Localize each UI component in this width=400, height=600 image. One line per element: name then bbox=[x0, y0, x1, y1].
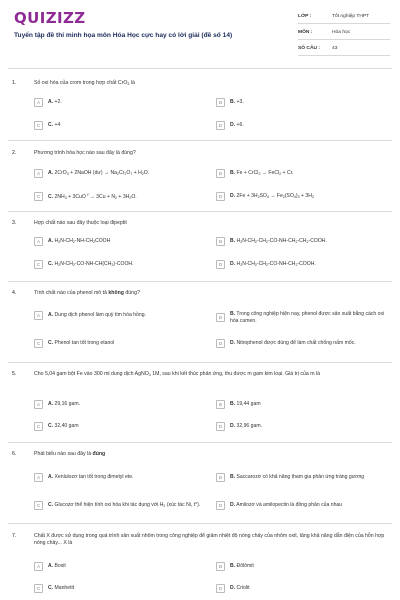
worksheet-title: Tuyển tập đề thi minh họa môn Hóa Học cực hay có lời giải (đề số 14) bbox=[14, 32, 233, 39]
question-text: Phát biểu nào sau đây là đúng bbox=[34, 451, 106, 457]
option-text: B. Đôlômit bbox=[230, 563, 254, 570]
option-b[interactable] bbox=[216, 562, 386, 571]
question-text: Phương trình hóa học nào sau đây là đúng? bbox=[34, 150, 136, 156]
option-d[interactable] bbox=[216, 260, 386, 269]
option-c[interactable] bbox=[34, 192, 210, 202]
option-text: A. +2. bbox=[48, 99, 62, 106]
option-letter-box[interactable]: A bbox=[34, 237, 43, 246]
option-letter-box[interactable]: D bbox=[216, 584, 225, 593]
option-text: A. Xenlulozơ tan tốt trong đimetyl ete. bbox=[48, 474, 134, 481]
option-d[interactable] bbox=[216, 339, 386, 348]
option-letter-box[interactable]: B bbox=[216, 313, 225, 322]
option-letter-box[interactable]: B bbox=[216, 237, 225, 246]
option-b[interactable] bbox=[216, 473, 386, 482]
option-text: A. 29,16 gam. bbox=[48, 401, 80, 408]
option-letter-box[interactable]: D bbox=[216, 339, 225, 348]
option-c[interactable] bbox=[34, 501, 210, 510]
option-text: D. 32,96 gam. bbox=[230, 423, 262, 430]
option-a[interactable] bbox=[34, 400, 210, 409]
option-text: C. $H_2N-CH_2-CO-NH-CH(CH_3)$-COOH. bbox=[48, 260, 134, 267]
question-text: Chất X được sử dụng trong quá trình sản xuất nhôm trong công nghiệp để giảm nhiệt độ nóng chảy của nhôm oxit, tăng khả năng dẫn điện của hỗn hợp nóng chảy... X là bbox=[34, 533, 385, 546]
question-number: 4. bbox=[12, 290, 17, 296]
option-text: C. Manhetit bbox=[48, 585, 75, 592]
question-number: 2. bbox=[12, 150, 17, 156]
option-text: D. Amilozơ và amilopectin là đồng phân của nhau bbox=[230, 502, 343, 509]
option-c[interactable] bbox=[34, 584, 210, 593]
option-a[interactable] bbox=[34, 169, 210, 178]
option-letter-box[interactable]: A bbox=[34, 400, 43, 409]
option-d[interactable] bbox=[216, 121, 386, 130]
question-divider bbox=[8, 523, 392, 524]
option-letter-box[interactable]: C bbox=[34, 260, 43, 269]
option-text: B. $H_2N-CH_2-CH_2-CO-NH-CH_2-CH_2$-COOH. bbox=[230, 237, 327, 244]
question-divider bbox=[8, 211, 392, 212]
option-a[interactable] bbox=[34, 562, 210, 571]
option-d[interactable] bbox=[216, 422, 386, 431]
meta-divider bbox=[298, 55, 390, 56]
option-letter-box[interactable]: C bbox=[34, 339, 43, 348]
option-text: D. Nitrophenol được dùng để làm chất chống nấm mốc. bbox=[230, 340, 356, 347]
option-text: B. +3. bbox=[230, 99, 244, 106]
option-c[interactable] bbox=[34, 260, 210, 269]
option-text: C. +4 bbox=[48, 122, 61, 129]
option-text: C. Glucozơ thể hiện tính oxi hóa khi tác dụng với $H_2$ (xúc tác Ni, t°). bbox=[48, 501, 201, 508]
option-letter-box[interactable]: A bbox=[34, 169, 43, 178]
option-text: B. Saccarozơ có khả năng tham gia phản ứng tráng gương bbox=[230, 474, 365, 481]
option-text: C. $2NH_3 + 3CuO$ $^{t^\circ}\to 3Cu + N_2 + 3H_2O$. bbox=[48, 193, 137, 200]
option-letter-box[interactable]: A bbox=[34, 473, 43, 482]
option-text: C. Phenol tan tốt trong etanol bbox=[48, 340, 115, 347]
question-divider bbox=[8, 362, 392, 363]
option-letter-box[interactable]: D bbox=[216, 260, 225, 269]
option-c[interactable] bbox=[34, 121, 210, 130]
option-letter-box[interactable]: C bbox=[34, 501, 43, 510]
option-letter-box[interactable]: D bbox=[216, 501, 225, 510]
option-d[interactable] bbox=[216, 584, 386, 593]
question-divider bbox=[8, 281, 392, 282]
question-text: Số oxi hóa của crom trong hợp chất CrO$_3$ là bbox=[34, 80, 135, 86]
option-letter-box[interactable]: B bbox=[216, 473, 225, 482]
option-b[interactable] bbox=[216, 98, 386, 107]
meta-value: 43 bbox=[332, 46, 338, 51]
meta-value: Tốt nghiệp THPT bbox=[332, 14, 370, 19]
meta-key: SỐ CÂU : bbox=[298, 46, 321, 51]
question-divider bbox=[8, 140, 392, 141]
header-divider bbox=[8, 68, 392, 69]
option-text: D. $H_2N-CH_2-CH_2-CO-NH-CH_2$-COOH. bbox=[230, 260, 316, 267]
question-number: 1. bbox=[12, 80, 17, 86]
question-divider bbox=[8, 442, 392, 443]
meta-key: MÔN : bbox=[298, 30, 313, 35]
option-letter-box[interactable]: C bbox=[34, 584, 43, 593]
option-letter-box[interactable]: A bbox=[34, 98, 43, 107]
option-text: B. 19,44 gam bbox=[230, 401, 261, 408]
option-letter-box[interactable]: B bbox=[216, 562, 225, 571]
option-text: B. Trong công nghiệp hiện nay, phenol được sản xuất bằng cách oxi hóa cumen. bbox=[230, 311, 385, 324]
option-letter-box[interactable]: A bbox=[34, 562, 43, 571]
option-d[interactable] bbox=[216, 501, 386, 510]
meta-key: LỚP : bbox=[298, 14, 312, 19]
question-text: Tính chất nào của phenol mô tả không đúng? bbox=[34, 290, 140, 296]
option-a[interactable] bbox=[34, 473, 210, 482]
option-letter-box[interactable]: B bbox=[216, 400, 225, 409]
meta-count bbox=[298, 46, 337, 51]
meta-divider bbox=[298, 39, 390, 40]
question-text: Hợp chất nào sau đây thuộc loại đipeptit bbox=[34, 220, 127, 226]
option-letter-box[interactable]: B bbox=[216, 98, 225, 107]
quizizz-logo: QUIZIZZ bbox=[14, 9, 86, 27]
option-a[interactable] bbox=[34, 311, 210, 320]
option-text: A. 2CrO$_3$ + 2NaOH (dư) → $Na_2Cr_2O_7 + H_2O$. bbox=[48, 169, 150, 176]
option-letter-box[interactable]: C bbox=[34, 121, 43, 130]
option-letter-box[interactable]: D bbox=[216, 121, 225, 130]
option-text: A. Boxit bbox=[48, 563, 66, 570]
option-text: D. +6. bbox=[230, 122, 244, 129]
option-letter-box[interactable]: D bbox=[216, 192, 225, 201]
option-text: B. Fe + CrCl$_2$ → FeCl$_2$ + Cr. bbox=[230, 169, 294, 176]
option-b[interactable] bbox=[216, 237, 386, 246]
option-b[interactable] bbox=[216, 400, 386, 409]
question-text: Cho 5,04 gam bột Fe vào 300 ml dung dịch AgNO$_3$ 1M, sau khi kết thúc phản ứng, thu được m gam kim loại. Giá trị của m là bbox=[34, 371, 320, 377]
meta-subject bbox=[298, 30, 350, 35]
option-text: D. $2Fe + 3H_2SO_4 \to Fe_2(SO_4)_3 + 3H_2$ bbox=[230, 192, 314, 199]
option-a[interactable] bbox=[34, 237, 210, 246]
option-letter-box[interactable]: D bbox=[216, 422, 225, 431]
option-letter-box[interactable]: B bbox=[216, 169, 225, 178]
option-letter-box[interactable]: A bbox=[34, 311, 43, 320]
meta-class bbox=[298, 14, 369, 19]
option-a[interactable] bbox=[34, 98, 210, 107]
option-text: D. Criolit bbox=[230, 585, 250, 592]
question-number: 5. bbox=[12, 371, 17, 377]
option-d[interactable] bbox=[216, 192, 386, 201]
option-text: C. 32,40 gam bbox=[48, 423, 79, 430]
option-b[interactable] bbox=[216, 169, 386, 178]
meta-divider bbox=[298, 23, 390, 24]
question-number: 7. bbox=[12, 533, 17, 539]
option-c[interactable] bbox=[34, 339, 210, 348]
question-number: 6. bbox=[12, 451, 17, 457]
option-b[interactable] bbox=[216, 311, 386, 324]
meta-value: Hóa học bbox=[332, 30, 351, 35]
option-c[interactable] bbox=[34, 422, 210, 431]
option-text: A. Dung dịch phenol làm quỳ tím hóa hồng. bbox=[48, 312, 146, 319]
option-letter-box[interactable]: C bbox=[34, 422, 43, 431]
question-number: 3. bbox=[12, 220, 17, 226]
option-text: A. $H_2N-CH_2-NH-CH_2COOH$ bbox=[48, 237, 111, 244]
option-letter-box[interactable]: C bbox=[34, 192, 43, 201]
worksheet-header bbox=[0, 0, 400, 68]
